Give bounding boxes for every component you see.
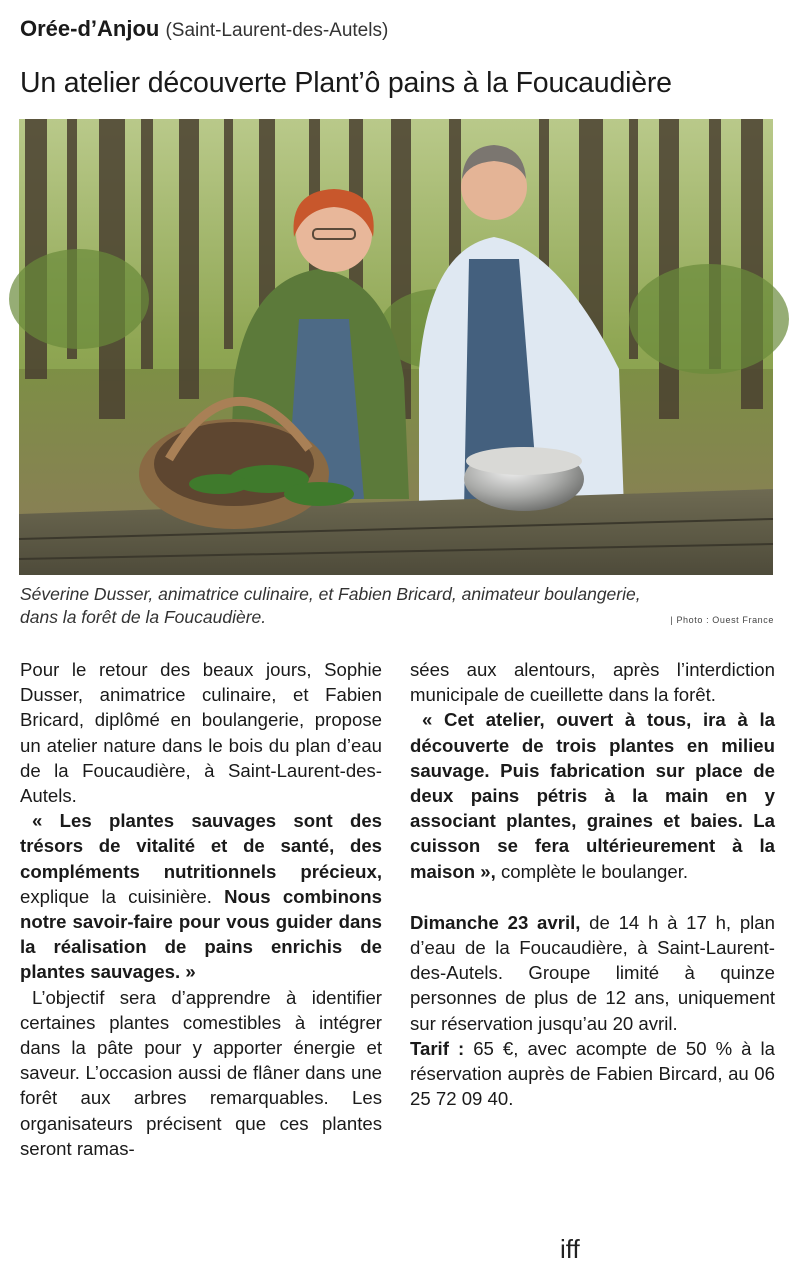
baker-quote-text: « Cet atelier, ouvert à tous, ira à la découverte de trois plantes en milieu sauvage. Puis fabrication sur place de deux pains pétris à la main en y associant plantes, graines et baies. La cuisson se fera ultérieurement à la maison », xyxy=(410,709,775,882)
quote-text: « Les plantes sauvages sont des trésors de vitalité et de santé, des compléments nutritionnels précieux, xyxy=(20,810,382,882)
kicker-sublocation: (Saint-Laurent-des-Autels) xyxy=(165,20,389,41)
caption-line-1: Séverine Dusser, animatrice culinaire, et Fabien Bricard, animateur boulangerie, xyxy=(20,584,641,604)
event-details: de 14 h à 17 h, plan d’eau de la Foucaudière, à Saint-Laurent-des-Autels. Groupe limité à quinze personnes de plus de 12 ans, uniquement sur réservation jusqu’au 20 avril. xyxy=(410,911,775,1034)
pricing-details: 65 €, avec acompte de 50 % à la réservation auprès de Fabien Bircard, au 06 25 72 09 40. xyxy=(410,1037,775,1110)
forest-scene-illustration xyxy=(19,119,773,575)
caption-line-2: dans la forêt de la Foucaudière. xyxy=(20,607,267,627)
quote-attribution: explique la cuisinière. xyxy=(20,885,225,907)
event-info xyxy=(410,910,775,1036)
paragraph-quote-baker xyxy=(410,707,775,883)
event-pricing xyxy=(410,1036,775,1112)
kicker-location: Orée-d’Anjou xyxy=(20,16,160,41)
mixing-bowl xyxy=(464,447,584,511)
photo-credit: | Photo : Ouest France xyxy=(670,615,774,625)
article-kicker xyxy=(20,14,388,46)
pricing-label: Tarif : xyxy=(410,1037,465,1059)
article-headline: Un atelier découverte Plant’ô pains à la Foucaudière xyxy=(20,67,672,99)
article-column-left xyxy=(20,657,382,1161)
photo-caption xyxy=(20,583,774,632)
article-column-right xyxy=(410,657,775,1111)
article-photo xyxy=(19,119,773,575)
paragraph-continuation: sées aux alentours, après l’interdiction municipale de cueillette dans la forêt. xyxy=(410,659,775,706)
paragraph-intro: Pour le retour des beaux jours, Sophie Dusser, animatrice culinaire, et Fabien Bricard, diplômé en boulangerie, propose un atelier nature dans le bois du plan d’eau de la Foucaudière, à Saint-Laurent-des-Autels. xyxy=(20,659,382,807)
event-date: Dimanche 23 avril, xyxy=(410,911,581,933)
paragraph-objective: L’objectif sera d’apprendre à identifier certaines plantes comestibles à intégrer dans la pâte pour y apporter énergie et saveur. L’occasion aussi de flâner dans une forêt aux arbres remarquables. Les organisateurs précisent que ces plantes seront ramas- xyxy=(20,986,382,1159)
paragraph-quote xyxy=(20,808,382,984)
quote-text-continued: Nous combinons notre savoir-faire pour vous guider dans la réalisation de pains enrichis de plantes sauvages. » xyxy=(20,885,382,983)
baker-quote-attribution: complète le boulanger. xyxy=(495,860,689,882)
next-article-fragment: iff xyxy=(560,1234,580,1264)
paragraph-gap xyxy=(410,884,775,910)
